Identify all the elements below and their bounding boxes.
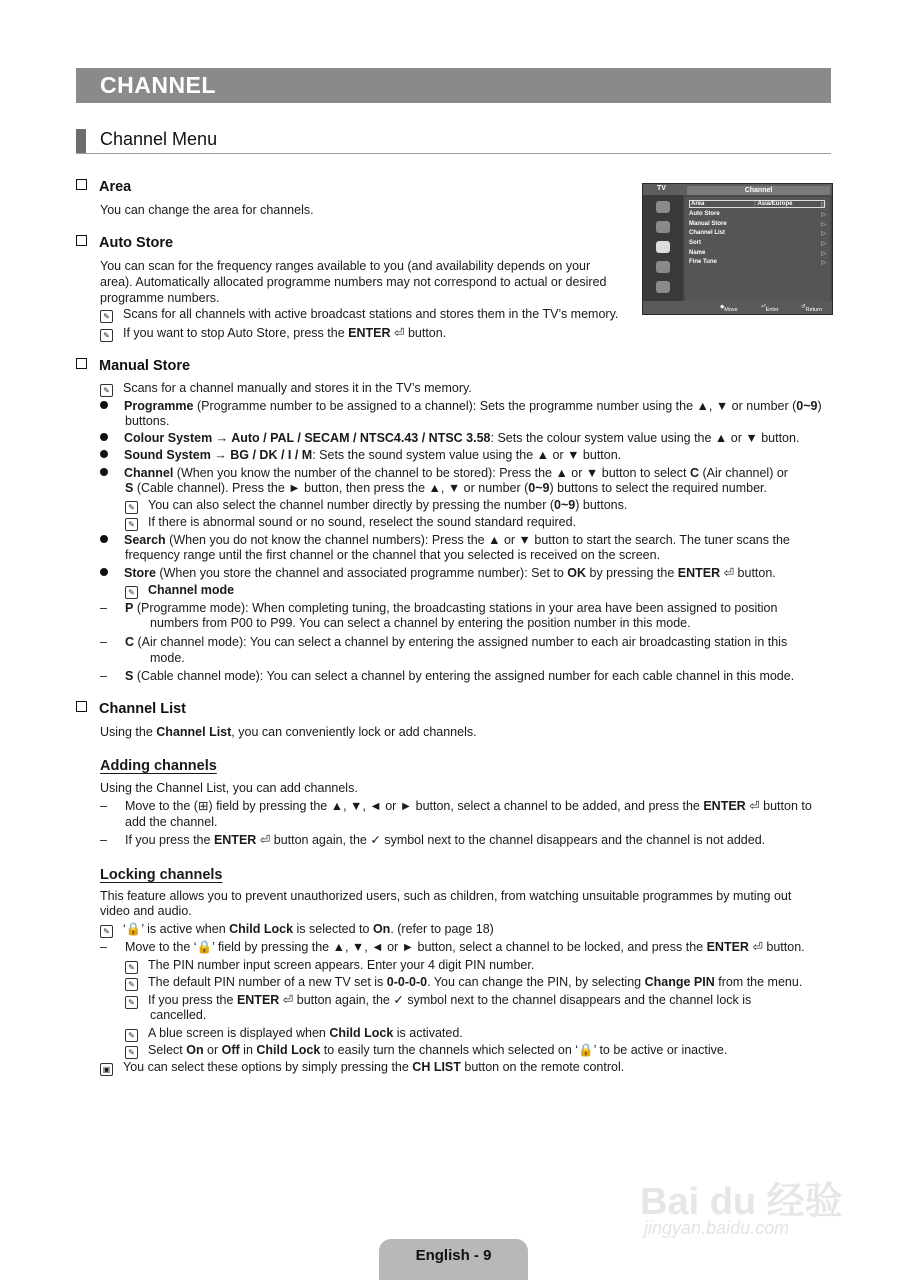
note-icon: ✎ xyxy=(125,518,138,531)
arrow-right-icon: ▷ xyxy=(821,260,826,266)
auto-store-note-1: ✎ Scans for all channels with active broadcast stations and stores them in the TV’s memory. xyxy=(100,306,618,323)
bullet-icon xyxy=(100,535,108,543)
osd-sidebar xyxy=(643,195,683,303)
adding-channels-title: Adding channels xyxy=(100,758,217,774)
programme-item-cont: buttons. xyxy=(125,414,170,428)
search-item-cont: frequency range until the first channel or the channel that you selected is received on the screen. xyxy=(125,548,661,562)
note-icon: ✎ xyxy=(125,996,138,1009)
osd-item-sort: Sort xyxy=(689,240,701,246)
channel-icon xyxy=(656,241,670,253)
programme-item: Programme (Programme number to be assigned to a channel): Sets the programme number using the ▲, ▼ or number (0~9) xyxy=(100,398,822,414)
sound-system-item: Sound System → BG / DK / I / M: Sets the sound system value using the ▲ or ▼ button. xyxy=(100,447,621,463)
lock-icon: 🔒 xyxy=(196,940,213,954)
lock-note-1: ✎ The PIN number input screen appears. Enter your 4 digit PIN number. xyxy=(125,957,534,974)
enter-icon: ⏎ xyxy=(745,799,760,813)
note-icon: ✎ xyxy=(125,1046,138,1059)
auto-store-text-3: programme numbers. xyxy=(100,291,220,305)
mode-p-cont: numbers from P00 to P99. You can select a channel by entering the position number in this mode. xyxy=(150,616,691,630)
checkbox-bullet-icon xyxy=(76,235,87,246)
osd-return-hint: ↺ Return xyxy=(801,304,823,313)
channel-list-heading: Channel List xyxy=(76,701,186,717)
sound-icon xyxy=(656,221,670,233)
bullet-icon xyxy=(100,401,108,409)
locking-intro-2: video and audio. xyxy=(100,904,192,918)
store-item: Store (When you store the channel and associated programme number): Set to OK by pressing the ENTER ⏎ button. xyxy=(100,565,776,581)
channel-item: Channel (When you know the number of the channel to be stored): Press the ▲ or ▼ button to select C (Air channel) or xyxy=(100,465,788,481)
auto-store-text-1: You can scan for the frequency ranges available to you (and availability depends on your xyxy=(100,259,591,273)
checkbox-bullet-icon xyxy=(76,701,87,712)
osd-move-hint: ◆ Move xyxy=(720,304,738,313)
arrow-right-icon: ▷ xyxy=(821,251,826,257)
watermark-url: jingyan.baidu.com xyxy=(644,1218,790,1238)
auto-store-heading: Auto Store xyxy=(76,235,173,251)
mode-s-item: – S (Cable channel mode): You can select a channel by entering the assigned number for each cable channel in this mode. xyxy=(100,669,795,683)
mode-p-item: – P (Programme mode): When completing tuning, the broadcasting stations in your area have been assigned to position xyxy=(100,601,778,615)
bullet-icon xyxy=(100,433,108,441)
auto-store-text-2: area). Automatically allocated programme numbers may not correspond to actual or desired xyxy=(100,275,607,289)
tv-osd-channel-menu xyxy=(642,183,833,315)
note-icon: ✎ xyxy=(125,586,138,599)
lock-note-3-cont: cancelled. xyxy=(150,1008,207,1022)
note-icon: ✎ xyxy=(125,1029,138,1042)
lock-note-5: ✎ Select On or Off in Child Lock to easily turn the channels which selected on ‘🔒’ to be active or inactive. xyxy=(125,1042,727,1059)
enter-icon: ⏎ xyxy=(256,833,271,847)
tip-line: ▣ You can select these options by simply pressing the CH LIST button on the remote control. xyxy=(100,1059,624,1076)
page-footer-tab xyxy=(379,1239,528,1280)
input-icon xyxy=(656,281,670,293)
osd-item-channel-list: Channel List xyxy=(689,230,726,236)
locking-intro-1: This feature allows you to prevent unauthorized users, such as children, from watching unsuitable programmes by muting out xyxy=(100,889,792,903)
bullet-icon xyxy=(100,450,108,458)
section-heading-bar xyxy=(76,127,831,154)
osd-bottom-bar xyxy=(643,301,832,314)
manual-store-heading: Manual Store xyxy=(76,358,190,374)
note-icon: ✎ xyxy=(100,384,113,397)
note-icon: ✎ xyxy=(100,925,113,938)
mode-c-item: – C (Air channel mode): You can select a channel by entering the assigned number to each air broadcasting station in this xyxy=(100,635,788,649)
add-step-1: – Move to the (⊞) field by pressing the ▲, ▼, ◄ or ► button, select a channel to be added, and press the ENTER ⏎ button to xyxy=(100,799,812,813)
add-icon: ⊞ xyxy=(197,799,209,813)
lock-icon: 🔒 xyxy=(578,1043,594,1057)
channel-list-intro: Using the Channel List, you can conveniently lock or add channels. xyxy=(100,725,477,739)
bullet-icon xyxy=(100,468,108,476)
channel-note-1: ✎ You can also select the channel number directly by pressing the number (0~9) buttons. xyxy=(125,497,627,514)
arrow-right-icon: ▷ xyxy=(821,241,826,247)
osd-menu-panel xyxy=(685,197,830,301)
osd-item-fine-tune: Fine Tune xyxy=(689,259,717,265)
manual-store-note: ✎ Scans for a channel manually and stores it in the TV’s memory. xyxy=(100,380,472,397)
auto-store-note-2: ✎ If you want to stop Auto Store, press the ENTER ⏎ button. xyxy=(100,325,446,342)
remote-tip-icon: ▣ xyxy=(100,1063,113,1076)
add-step-1-cont: add the channel. xyxy=(125,815,218,829)
note-icon: ✎ xyxy=(100,310,113,323)
checkmark-icon: ✓ xyxy=(393,993,404,1007)
watermark-brand: Bai du 经验 xyxy=(640,1181,843,1223)
search-item: Search (When you do not know the channel numbers): Press the ▲ or ▼ button to start the search. The tuner scans the xyxy=(100,532,790,548)
osd-item-name: Name xyxy=(689,250,706,256)
arrow-right-icon: ▷ xyxy=(821,202,826,208)
colour-system-item: Colour System → Auto / PAL / SECAM / NTSC4.43 / NTSC 3.58: Sets the colour system value using the ▲ or ▼ button. xyxy=(100,430,799,446)
enter-icon: ⏎ xyxy=(390,326,405,340)
lock-step-1: – Move to the ‘🔒’ field by pressing the ▲, ▼, ◄ or ► button, select a channel to be locked, and press the ENTER ⏎ button. xyxy=(100,940,805,954)
lock-icon: 🔒 xyxy=(125,922,142,936)
page-number: English - 9 xyxy=(415,1247,492,1264)
locking-channels-title: Locking channels xyxy=(100,867,223,883)
section-title: Channel Menu xyxy=(100,129,218,149)
chapter-title-bar xyxy=(76,68,831,103)
osd-item-auto-store: Auto Store xyxy=(689,211,720,217)
add-step-2: – If you press the ENTER ⏎ button again, the ✓ symbol next to the channel disappears and the channel is not added. xyxy=(100,833,766,847)
enter-icon: ⏎ xyxy=(279,993,294,1007)
enter-icon: ⏎ xyxy=(720,566,735,580)
picture-icon xyxy=(656,201,670,213)
lock-note-3: ✎ If you press the ENTER ⏎ button again, the ✓ symbol next to the channel disappears and the channel lock is xyxy=(125,992,751,1009)
bullet-icon xyxy=(100,568,108,576)
adding-intro: Using the Channel List, you can add channels. xyxy=(100,781,358,795)
osd-tv-label: TV xyxy=(657,185,666,192)
note-icon: ✎ xyxy=(125,961,138,974)
checkbox-bullet-icon xyxy=(76,179,87,190)
area-heading: Area xyxy=(76,179,131,195)
arrow-right-icon: ▷ xyxy=(821,222,826,228)
checkmark-icon: ✓ xyxy=(370,833,381,847)
chapter-title: CHANNEL xyxy=(100,72,216,98)
lock-note-2: ✎ The default PIN number of a new TV set is 0-0-0-0. You can change the PIN, by selecting Change PIN from the menu. xyxy=(125,974,802,991)
channel-item-cont: S (Cable channel). Press the ► button, then press the ▲, ▼ or number (0~9) buttons to select the required number. xyxy=(125,481,768,495)
osd-item-area: Area : Asia/Europe xyxy=(689,200,825,208)
mode-c-cont: mode. xyxy=(150,651,185,665)
area-text: You can change the area for channels. xyxy=(100,203,314,217)
baidu-watermark xyxy=(640,1160,870,1250)
note-icon: ✎ xyxy=(125,978,138,991)
setup-icon xyxy=(656,261,670,273)
osd-enter-hint: ⏎ Enter xyxy=(761,304,779,313)
osd-item-manual-store: Manual Store xyxy=(689,221,727,227)
lock-note: ✎ ‘🔒’ is active when Child Lock is selected to On. (refer to page 18) xyxy=(100,921,494,938)
note-icon: ✎ xyxy=(125,501,138,514)
note-icon: ✎ xyxy=(100,329,113,342)
arrow-right-icon: ▷ xyxy=(821,231,826,237)
lock-note-4: ✎ A blue screen is displayed when Child Lock is activated. xyxy=(125,1025,463,1042)
checkbox-bullet-icon xyxy=(76,358,87,369)
channel-note-2: ✎ If there is abnormal sound or no sound, reselect the sound standard required. xyxy=(125,514,576,531)
heading-marker xyxy=(76,129,86,153)
osd-menu-title: Channel xyxy=(687,186,830,195)
enter-icon: ⏎ xyxy=(748,940,763,954)
channel-mode-title: ✎ Channel mode xyxy=(125,582,234,599)
arrow-right-icon: ▷ xyxy=(821,212,826,218)
